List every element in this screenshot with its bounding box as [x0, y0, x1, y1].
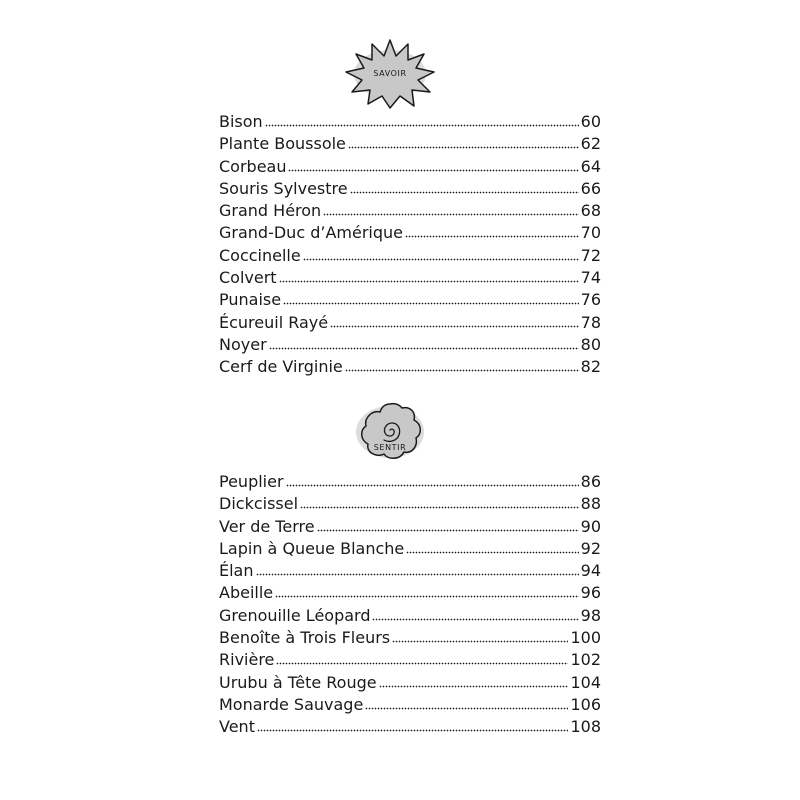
toc-entry: [219, 178, 601, 200]
toc-entry-title: Grand Héron: [219, 201, 322, 221]
toc-entry-title: Punaise: [219, 290, 282, 310]
savoir-badge-label: SAVOIR: [373, 69, 407, 78]
toc-entry-title: Coccinelle: [219, 245, 301, 265]
toc-entry-title: Urubu à Tête Rouge: [219, 672, 377, 692]
toc-entry-page: 68: [580, 201, 601, 221]
toc-entry: [219, 516, 601, 538]
toc-entry-page: 96: [580, 583, 601, 603]
toc-entry: [219, 289, 601, 311]
toc-entry: [219, 605, 601, 627]
dot-leader: [406, 551, 578, 554]
dot-leader: [283, 302, 579, 305]
toc-entry: [219, 334, 601, 356]
toc-entry-title: Benoîte à Trois Fleurs: [219, 628, 391, 648]
dot-leader: [350, 191, 579, 194]
dot-leader: [348, 146, 579, 149]
dot-leader: [392, 640, 568, 643]
toc-entry-page: 94: [580, 561, 601, 581]
dot-leader: [405, 235, 579, 238]
toc-entry: [219, 267, 601, 289]
toc-entry: [219, 200, 601, 222]
toc-entry-title: Bison: [219, 112, 263, 131]
toc-entry: [219, 133, 601, 155]
dot-leader: [379, 685, 569, 688]
sentir-badge: [338, 392, 442, 468]
toc-entry-page: 106: [570, 694, 601, 714]
dot-leader: [330, 325, 579, 328]
toc-entry: [219, 471, 601, 493]
toc-entry-page: 100: [570, 628, 601, 648]
dot-leader: [257, 729, 568, 732]
toc-entry-page: 86: [580, 472, 601, 491]
toc-entry-title: Abeille: [219, 583, 274, 603]
dot-leader: [256, 573, 579, 576]
dot-leader: [372, 618, 578, 621]
dot-leader: [276, 662, 568, 665]
toc-entry: [219, 222, 601, 244]
toc-entry-page: 70: [580, 223, 601, 243]
toc-entry: [219, 493, 601, 515]
toc-entry-title: Ver de Terre: [219, 516, 315, 536]
toc-entry: [219, 245, 601, 267]
toc-entry-page: 60: [580, 112, 601, 131]
toc-entry-page: 98: [580, 605, 601, 625]
toc-entry-page: 66: [580, 178, 601, 198]
toc-entry-page: 88: [580, 494, 601, 514]
toc-entry-page: 62: [580, 134, 601, 154]
toc-entry: [219, 312, 601, 334]
savoir-toc-list: [219, 111, 601, 379]
dot-leader: [269, 347, 579, 350]
toc-entry-page: 80: [580, 334, 601, 354]
toc-entry-page: 64: [580, 156, 601, 176]
toc-entry-title: Cerf de Virginie: [219, 357, 343, 377]
dot-leader: [345, 369, 579, 372]
toc-entry: [219, 716, 601, 738]
toc-entry: [219, 627, 601, 649]
toc-entry: [219, 649, 601, 671]
dot-leader: [303, 258, 579, 261]
toc-entry-title: Grenouille Léopard: [219, 605, 371, 625]
toc-entry-title: Peuplier: [219, 472, 284, 491]
toc-entry-page: 104: [570, 672, 601, 692]
dot-leader: [275, 595, 579, 598]
toc-entry-title: Écureuil Rayé: [219, 312, 329, 332]
toc-entry: [219, 694, 601, 716]
savoir-badge: [338, 34, 442, 110]
toc-entry-page: 90: [580, 516, 601, 536]
dot-leader: [265, 124, 579, 127]
toc-entry-page: 92: [580, 538, 601, 558]
dot-leader: [317, 529, 579, 532]
toc-entry: [219, 538, 601, 560]
dot-leader: [365, 707, 568, 710]
toc-entry: [219, 356, 601, 378]
toc-entry-title: Monarde Sauvage: [219, 694, 364, 714]
toc-entry: [219, 672, 601, 694]
toc-entry: [219, 111, 601, 133]
toc-entry-title: Grand-Duc d’Amérique: [219, 223, 403, 243]
toc-entry-title: Rivière: [219, 650, 275, 670]
toc-entry-title: Lapin à Queue Blanche: [219, 538, 405, 558]
toc-entry-title: Vent: [219, 717, 255, 737]
toc-entry-title: Élan: [219, 561, 254, 581]
toc-entry-title: Dickcissel: [219, 494, 299, 514]
toc-entry: [219, 582, 601, 604]
toc-entry: [219, 156, 601, 178]
flower-burst-icon: [338, 34, 442, 110]
toc-entry-title: Colvert: [219, 268, 277, 288]
toc-entry-page: 72: [580, 245, 601, 265]
sentir-badge-label: SENTIR: [373, 443, 407, 452]
dot-leader: [323, 213, 578, 216]
toc-entry-page: 74: [580, 268, 601, 288]
dot-leader: [286, 484, 579, 487]
toc-entry-title: Corbeau: [219, 156, 287, 176]
rose-swirl-icon: [338, 392, 442, 468]
toc-entry-title: Souris Sylvestre: [219, 178, 348, 198]
dot-leader: [300, 506, 579, 509]
toc-entry: [219, 560, 601, 582]
dot-leader: [288, 169, 578, 172]
toc-entry-title: Noyer: [219, 334, 267, 354]
toc-entry-title: Plante Boussole: [219, 134, 346, 154]
toc-entry-page: 78: [580, 312, 601, 332]
toc-entry-page: 82: [580, 357, 601, 377]
toc-entry-page: 76: [580, 290, 601, 310]
sentir-toc-list: [219, 471, 601, 739]
toc-entry-page: 102: [570, 650, 601, 670]
toc-entry-page: 108: [570, 717, 601, 737]
dot-leader: [279, 280, 579, 283]
